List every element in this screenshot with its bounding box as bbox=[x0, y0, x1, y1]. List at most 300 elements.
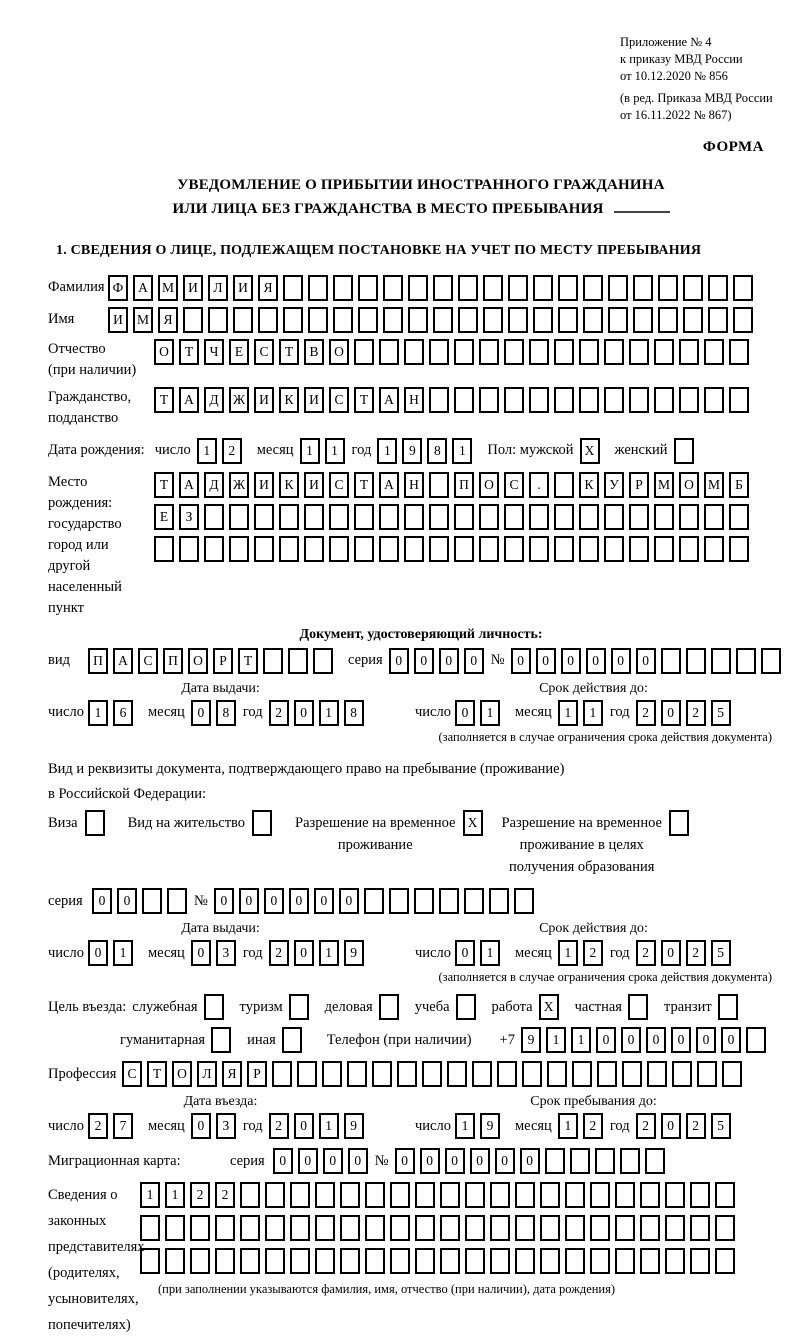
char-box[interactable] bbox=[429, 387, 449, 413]
char-box[interactable] bbox=[679, 387, 699, 413]
char-box[interactable] bbox=[704, 504, 724, 530]
char-box[interactable] bbox=[558, 307, 578, 333]
char-box[interactable] bbox=[490, 1182, 510, 1208]
char-box[interactable]: О bbox=[188, 648, 208, 674]
char-box[interactable]: 0 bbox=[445, 1148, 465, 1174]
char-box[interactable] bbox=[595, 1148, 615, 1174]
char-box[interactable] bbox=[529, 387, 549, 413]
char-box[interactable]: 0 bbox=[621, 1027, 641, 1053]
char-box[interactable] bbox=[711, 648, 731, 674]
char-box[interactable] bbox=[515, 1215, 535, 1241]
char-box[interactable]: 1 bbox=[88, 700, 108, 726]
char-box[interactable] bbox=[289, 994, 309, 1020]
char-box[interactable] bbox=[340, 1182, 360, 1208]
char-box[interactable] bbox=[554, 504, 574, 530]
char-box[interactable] bbox=[579, 536, 599, 562]
char-box[interactable] bbox=[504, 387, 524, 413]
char-box[interactable]: И bbox=[254, 387, 274, 413]
char-box[interactable]: 8 bbox=[216, 700, 236, 726]
char-box[interactable]: 0 bbox=[294, 700, 314, 726]
char-box[interactable]: 1 bbox=[140, 1182, 160, 1208]
char-box[interactable]: 0 bbox=[389, 648, 409, 674]
char-box[interactable] bbox=[414, 888, 434, 914]
char-box[interactable] bbox=[529, 339, 549, 365]
char-box[interactable] bbox=[483, 307, 503, 333]
char-box[interactable]: Р bbox=[247, 1061, 267, 1087]
char-box[interactable] bbox=[604, 339, 624, 365]
char-box[interactable] bbox=[615, 1182, 635, 1208]
char-box[interactable]: 2 bbox=[686, 700, 706, 726]
char-box[interactable]: К bbox=[279, 472, 299, 498]
char-box[interactable] bbox=[465, 1215, 485, 1241]
char-box[interactable] bbox=[329, 536, 349, 562]
char-box[interactable]: А bbox=[113, 648, 133, 674]
char-box[interactable] bbox=[522, 1061, 542, 1087]
char-box[interactable]: О bbox=[172, 1061, 192, 1087]
char-box[interactable] bbox=[433, 307, 453, 333]
char-box[interactable] bbox=[165, 1248, 185, 1274]
char-box[interactable] bbox=[404, 504, 424, 530]
char-box[interactable]: Н bbox=[404, 387, 424, 413]
char-box[interactable] bbox=[140, 1215, 160, 1241]
char-box[interactable]: 0 bbox=[520, 1148, 540, 1174]
char-box[interactable] bbox=[708, 275, 728, 301]
char-box[interactable]: И bbox=[108, 307, 128, 333]
char-box[interactable]: 6 bbox=[113, 700, 133, 726]
char-box[interactable] bbox=[315, 1215, 335, 1241]
char-box[interactable]: Я bbox=[158, 307, 178, 333]
char-box[interactable]: 0 bbox=[414, 648, 434, 674]
char-box[interactable] bbox=[415, 1182, 435, 1208]
char-box[interactable]: Я bbox=[222, 1061, 242, 1087]
char-box[interactable]: 9 bbox=[344, 940, 364, 966]
char-box[interactable]: 0 bbox=[596, 1027, 616, 1053]
char-box[interactable] bbox=[665, 1182, 685, 1208]
char-box[interactable] bbox=[654, 536, 674, 562]
char-box[interactable] bbox=[629, 536, 649, 562]
char-box[interactable]: Ф bbox=[108, 275, 128, 301]
char-box[interactable]: И bbox=[304, 472, 324, 498]
char-box[interactable] bbox=[240, 1248, 260, 1274]
char-box[interactable]: Л bbox=[197, 1061, 217, 1087]
char-box[interactable] bbox=[365, 1182, 385, 1208]
char-box[interactable] bbox=[439, 888, 459, 914]
char-box[interactable] bbox=[167, 888, 187, 914]
char-box[interactable] bbox=[736, 648, 756, 674]
char-box[interactable] bbox=[704, 339, 724, 365]
char-box[interactable]: П bbox=[88, 648, 108, 674]
char-box[interactable] bbox=[252, 810, 272, 836]
char-box[interactable] bbox=[390, 1248, 410, 1274]
char-box[interactable] bbox=[290, 1215, 310, 1241]
char-box[interactable]: 5 bbox=[711, 700, 731, 726]
char-box[interactable] bbox=[472, 1061, 492, 1087]
char-box[interactable] bbox=[364, 888, 384, 914]
char-box[interactable] bbox=[465, 1182, 485, 1208]
char-box[interactable]: 0 bbox=[420, 1148, 440, 1174]
char-box[interactable] bbox=[315, 1248, 335, 1274]
char-box[interactable]: X bbox=[539, 994, 559, 1020]
char-box[interactable]: 2 bbox=[583, 940, 603, 966]
char-box[interactable]: 2 bbox=[686, 940, 706, 966]
char-box[interactable] bbox=[590, 1182, 610, 1208]
char-box[interactable] bbox=[722, 1061, 742, 1087]
char-box[interactable]: М bbox=[704, 472, 724, 498]
char-box[interactable]: С bbox=[329, 387, 349, 413]
char-box[interactable] bbox=[508, 307, 528, 333]
char-box[interactable] bbox=[669, 810, 689, 836]
char-box[interactable]: 9 bbox=[480, 1113, 500, 1139]
char-box[interactable]: 1 bbox=[165, 1182, 185, 1208]
char-box[interactable] bbox=[283, 275, 303, 301]
char-box[interactable]: 0 bbox=[117, 888, 137, 914]
char-box[interactable] bbox=[690, 1182, 710, 1208]
char-box[interactable]: С bbox=[504, 472, 524, 498]
char-box[interactable] bbox=[304, 536, 324, 562]
char-box[interactable]: 1 bbox=[197, 438, 217, 464]
char-box[interactable] bbox=[308, 307, 328, 333]
char-box[interactable] bbox=[190, 1248, 210, 1274]
char-box[interactable] bbox=[515, 1248, 535, 1274]
char-box[interactable] bbox=[554, 536, 574, 562]
char-box[interactable] bbox=[604, 536, 624, 562]
char-box[interactable] bbox=[415, 1215, 435, 1241]
char-box[interactable] bbox=[283, 307, 303, 333]
char-box[interactable] bbox=[540, 1248, 560, 1274]
char-box[interactable]: Т bbox=[354, 472, 374, 498]
char-box[interactable] bbox=[233, 307, 253, 333]
char-box[interactable]: Р bbox=[629, 472, 649, 498]
char-box[interactable]: 1 bbox=[319, 1113, 339, 1139]
char-box[interactable] bbox=[547, 1061, 567, 1087]
char-box[interactable] bbox=[583, 275, 603, 301]
char-box[interactable] bbox=[504, 504, 524, 530]
char-box[interactable]: В bbox=[304, 339, 324, 365]
char-box[interactable] bbox=[629, 504, 649, 530]
char-box[interactable]: 0 bbox=[586, 648, 606, 674]
char-box[interactable]: 0 bbox=[294, 1113, 314, 1139]
char-box[interactable]: М bbox=[158, 275, 178, 301]
char-box[interactable] bbox=[379, 339, 399, 365]
char-box[interactable] bbox=[440, 1182, 460, 1208]
char-box[interactable]: 0 bbox=[273, 1148, 293, 1174]
char-box[interactable]: О bbox=[154, 339, 174, 365]
char-box[interactable] bbox=[658, 307, 678, 333]
char-box[interactable] bbox=[390, 1182, 410, 1208]
char-box[interactable] bbox=[665, 1215, 685, 1241]
char-box[interactable] bbox=[629, 339, 649, 365]
char-box[interactable] bbox=[565, 1215, 585, 1241]
char-box[interactable]: 0 bbox=[214, 888, 234, 914]
char-box[interactable] bbox=[440, 1215, 460, 1241]
char-box[interactable]: И bbox=[183, 275, 203, 301]
char-box[interactable]: О bbox=[679, 472, 699, 498]
char-box[interactable]: 0 bbox=[88, 940, 108, 966]
char-box[interactable] bbox=[354, 504, 374, 530]
char-box[interactable] bbox=[365, 1248, 385, 1274]
char-box[interactable] bbox=[540, 1182, 560, 1208]
char-box[interactable]: 0 bbox=[511, 648, 531, 674]
char-box[interactable]: 7 bbox=[113, 1113, 133, 1139]
char-box[interactable]: 2 bbox=[583, 1113, 603, 1139]
char-box[interactable]: 0 bbox=[611, 648, 631, 674]
char-box[interactable] bbox=[183, 307, 203, 333]
char-box[interactable] bbox=[679, 339, 699, 365]
char-box[interactable] bbox=[674, 438, 694, 464]
char-box[interactable]: Т bbox=[154, 387, 174, 413]
char-box[interactable] bbox=[597, 1061, 617, 1087]
char-box[interactable]: 0 bbox=[314, 888, 334, 914]
char-box[interactable] bbox=[604, 387, 624, 413]
char-box[interactable]: X bbox=[463, 810, 483, 836]
char-box[interactable]: С bbox=[329, 472, 349, 498]
char-box[interactable] bbox=[654, 504, 674, 530]
char-box[interactable]: . bbox=[529, 472, 549, 498]
char-box[interactable]: 2 bbox=[269, 1113, 289, 1139]
char-box[interactable]: 1 bbox=[319, 700, 339, 726]
char-box[interactable]: 2 bbox=[190, 1182, 210, 1208]
char-box[interactable] bbox=[290, 1182, 310, 1208]
char-box[interactable] bbox=[254, 504, 274, 530]
char-box[interactable] bbox=[358, 307, 378, 333]
char-box[interactable] bbox=[554, 472, 574, 498]
char-box[interactable]: 0 bbox=[495, 1148, 515, 1174]
char-box[interactable]: Т bbox=[154, 472, 174, 498]
char-box[interactable] bbox=[620, 1148, 640, 1174]
char-box[interactable] bbox=[454, 339, 474, 365]
char-box[interactable] bbox=[583, 307, 603, 333]
char-box[interactable] bbox=[554, 387, 574, 413]
char-box[interactable]: 1 bbox=[546, 1027, 566, 1053]
char-box[interactable] bbox=[440, 1248, 460, 1274]
char-box[interactable] bbox=[454, 387, 474, 413]
char-box[interactable] bbox=[254, 536, 274, 562]
char-box[interactable]: 2 bbox=[636, 1113, 656, 1139]
char-box[interactable] bbox=[208, 307, 228, 333]
char-box[interactable] bbox=[408, 307, 428, 333]
char-box[interactable] bbox=[315, 1182, 335, 1208]
char-box[interactable]: 8 bbox=[427, 438, 447, 464]
char-box[interactable] bbox=[654, 387, 674, 413]
char-box[interactable]: Д bbox=[204, 472, 224, 498]
char-box[interactable] bbox=[647, 1061, 667, 1087]
char-box[interactable]: 0 bbox=[294, 940, 314, 966]
char-box[interactable] bbox=[383, 275, 403, 301]
char-box[interactable] bbox=[704, 387, 724, 413]
char-box[interactable] bbox=[533, 275, 553, 301]
char-box[interactable] bbox=[572, 1061, 592, 1087]
char-box[interactable] bbox=[165, 1215, 185, 1241]
char-box[interactable] bbox=[733, 307, 753, 333]
char-box[interactable] bbox=[354, 339, 374, 365]
char-box[interactable] bbox=[140, 1248, 160, 1274]
char-box[interactable] bbox=[379, 504, 399, 530]
char-box[interactable] bbox=[729, 504, 749, 530]
char-box[interactable] bbox=[479, 536, 499, 562]
char-box[interactable]: Б bbox=[729, 472, 749, 498]
char-box[interactable]: М bbox=[654, 472, 674, 498]
char-box[interactable] bbox=[608, 307, 628, 333]
char-box[interactable] bbox=[379, 994, 399, 1020]
char-box[interactable]: О bbox=[329, 339, 349, 365]
char-box[interactable] bbox=[729, 387, 749, 413]
char-box[interactable] bbox=[608, 275, 628, 301]
char-box[interactable]: Т bbox=[354, 387, 374, 413]
char-box[interactable] bbox=[265, 1215, 285, 1241]
char-box[interactable] bbox=[704, 536, 724, 562]
char-box[interactable] bbox=[85, 810, 105, 836]
char-box[interactable] bbox=[279, 504, 299, 530]
char-box[interactable] bbox=[645, 1148, 665, 1174]
char-box[interactable] bbox=[672, 1061, 692, 1087]
char-box[interactable] bbox=[215, 1215, 235, 1241]
char-box[interactable]: 1 bbox=[300, 438, 320, 464]
char-box[interactable]: Ж bbox=[229, 472, 249, 498]
char-box[interactable] bbox=[504, 536, 524, 562]
char-box[interactable] bbox=[715, 1248, 735, 1274]
char-box[interactable] bbox=[515, 1182, 535, 1208]
char-box[interactable] bbox=[454, 536, 474, 562]
char-box[interactable] bbox=[504, 339, 524, 365]
char-box[interactable] bbox=[558, 275, 578, 301]
char-box[interactable]: А bbox=[379, 472, 399, 498]
char-box[interactable] bbox=[690, 1248, 710, 1274]
char-box[interactable] bbox=[628, 994, 648, 1020]
char-box[interactable] bbox=[347, 1061, 367, 1087]
char-box[interactable]: 8 bbox=[344, 700, 364, 726]
char-box[interactable] bbox=[529, 536, 549, 562]
char-box[interactable]: 2 bbox=[269, 940, 289, 966]
char-box[interactable] bbox=[633, 275, 653, 301]
char-box[interactable]: 0 bbox=[661, 1113, 681, 1139]
char-box[interactable]: 0 bbox=[470, 1148, 490, 1174]
char-box[interactable]: 0 bbox=[191, 700, 211, 726]
char-box[interactable]: 0 bbox=[348, 1148, 368, 1174]
char-box[interactable]: 2 bbox=[215, 1182, 235, 1208]
char-box[interactable] bbox=[590, 1215, 610, 1241]
char-box[interactable]: С bbox=[138, 648, 158, 674]
char-box[interactable]: 0 bbox=[191, 940, 211, 966]
char-box[interactable] bbox=[715, 1215, 735, 1241]
char-box[interactable] bbox=[479, 387, 499, 413]
char-box[interactable]: И bbox=[254, 472, 274, 498]
char-box[interactable]: 0 bbox=[455, 940, 475, 966]
char-box[interactable] bbox=[322, 1061, 342, 1087]
char-box[interactable] bbox=[633, 307, 653, 333]
char-box[interactable] bbox=[204, 536, 224, 562]
char-box[interactable]: М bbox=[133, 307, 153, 333]
char-box[interactable] bbox=[358, 275, 378, 301]
char-box[interactable]: 0 bbox=[339, 888, 359, 914]
char-box[interactable] bbox=[204, 994, 224, 1020]
char-box[interactable] bbox=[354, 536, 374, 562]
char-box[interactable]: 1 bbox=[480, 700, 500, 726]
char-box[interactable] bbox=[333, 307, 353, 333]
char-box[interactable] bbox=[204, 504, 224, 530]
char-box[interactable]: Т bbox=[147, 1061, 167, 1087]
char-box[interactable] bbox=[761, 648, 781, 674]
char-box[interactable] bbox=[579, 387, 599, 413]
char-box[interactable] bbox=[365, 1215, 385, 1241]
char-box[interactable]: 0 bbox=[298, 1148, 318, 1174]
char-box[interactable] bbox=[565, 1182, 585, 1208]
char-box[interactable]: С bbox=[254, 339, 274, 365]
char-box[interactable]: П bbox=[163, 648, 183, 674]
char-box[interactable] bbox=[379, 536, 399, 562]
char-box[interactable]: С bbox=[122, 1061, 142, 1087]
char-box[interactable]: 1 bbox=[571, 1027, 591, 1053]
char-box[interactable]: А bbox=[133, 275, 153, 301]
char-box[interactable] bbox=[708, 307, 728, 333]
char-box[interactable]: 2 bbox=[269, 700, 289, 726]
char-box[interactable] bbox=[529, 504, 549, 530]
char-box[interactable]: 1 bbox=[452, 438, 472, 464]
char-box[interactable]: 2 bbox=[636, 700, 656, 726]
char-box[interactable] bbox=[665, 1248, 685, 1274]
char-box[interactable]: 1 bbox=[377, 438, 397, 464]
char-box[interactable]: 1 bbox=[558, 700, 578, 726]
char-box[interactable] bbox=[429, 339, 449, 365]
char-box[interactable] bbox=[479, 339, 499, 365]
char-box[interactable]: 9 bbox=[402, 438, 422, 464]
char-box[interactable]: 0 bbox=[671, 1027, 691, 1053]
char-box[interactable] bbox=[215, 1248, 235, 1274]
char-box[interactable]: 0 bbox=[464, 648, 484, 674]
char-box[interactable] bbox=[729, 536, 749, 562]
char-box[interactable] bbox=[458, 307, 478, 333]
char-box[interactable]: К bbox=[579, 472, 599, 498]
char-box[interactable]: 2 bbox=[636, 940, 656, 966]
char-box[interactable]: А bbox=[379, 387, 399, 413]
char-box[interactable] bbox=[540, 1215, 560, 1241]
char-box[interactable] bbox=[718, 994, 738, 1020]
char-box[interactable] bbox=[733, 275, 753, 301]
char-box[interactable] bbox=[640, 1248, 660, 1274]
char-box[interactable] bbox=[514, 888, 534, 914]
char-box[interactable]: З bbox=[179, 504, 199, 530]
char-box[interactable] bbox=[390, 1215, 410, 1241]
char-box[interactable] bbox=[679, 504, 699, 530]
char-box[interactable] bbox=[211, 1027, 231, 1053]
char-box[interactable] bbox=[497, 1061, 517, 1087]
char-box[interactable]: 1 bbox=[583, 700, 603, 726]
char-box[interactable] bbox=[404, 339, 424, 365]
char-box[interactable]: Н bbox=[404, 472, 424, 498]
char-box[interactable] bbox=[308, 275, 328, 301]
char-box[interactable]: 0 bbox=[455, 700, 475, 726]
char-box[interactable] bbox=[629, 387, 649, 413]
char-box[interactable]: 9 bbox=[521, 1027, 541, 1053]
char-box[interactable] bbox=[415, 1248, 435, 1274]
char-box[interactable] bbox=[683, 275, 703, 301]
char-box[interactable] bbox=[458, 275, 478, 301]
char-box[interactable]: 1 bbox=[558, 1113, 578, 1139]
char-box[interactable]: 1 bbox=[558, 940, 578, 966]
char-box[interactable] bbox=[729, 339, 749, 365]
char-box[interactable]: Т bbox=[238, 648, 258, 674]
char-box[interactable]: 0 bbox=[661, 940, 681, 966]
char-box[interactable] bbox=[429, 472, 449, 498]
char-box[interactable] bbox=[654, 339, 674, 365]
char-box[interactable] bbox=[579, 339, 599, 365]
char-box[interactable]: 2 bbox=[686, 1113, 706, 1139]
char-box[interactable] bbox=[397, 1061, 417, 1087]
char-box[interactable] bbox=[533, 307, 553, 333]
char-box[interactable] bbox=[142, 888, 162, 914]
char-box[interactable] bbox=[679, 536, 699, 562]
char-box[interactable] bbox=[229, 536, 249, 562]
char-box[interactable] bbox=[190, 1215, 210, 1241]
